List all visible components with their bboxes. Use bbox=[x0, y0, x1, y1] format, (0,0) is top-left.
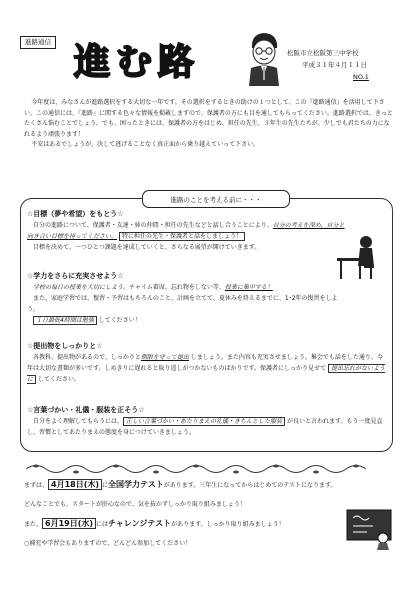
test-name: 全国学力テスト bbox=[108, 480, 164, 489]
school-name: 松阪市立松阪第三中学校 bbox=[287, 49, 359, 57]
newsletter-tag: 進路通信 bbox=[20, 36, 56, 49]
section-heading: ☆言葉づかい・礼儀・服装を正そう☆ bbox=[27, 406, 145, 414]
text: しましょう。また内容も充実させましょう。集会でも話をした通り、今年は大切な書類が多いです。しめきりに遅れると取り返しがつかないものばかりです。保護者にしっかり見せて bbox=[27, 354, 383, 372]
text: また、家庭学習では、復習・予習はもちろんのこと、計画を立てて、夏休みを終えるまでに、1･2年の復習をしよう。 bbox=[27, 295, 338, 313]
newsletter-title: 進む路 bbox=[74, 42, 201, 83]
text: が良いと言われます。もう一度見直し、習慣としてあたりまえの態度を身につけていきましょう。 bbox=[27, 418, 383, 436]
section-heading: ☆目標（夢や希望）をもとう☆ bbox=[27, 210, 124, 218]
schedule-notices bbox=[24, 480, 384, 558]
text: があります。三年生になってからはじめてのテストになります。 bbox=[163, 482, 337, 489]
advice-box-title: 進路のことを考える前に・・・ bbox=[142, 190, 290, 208]
text: また、 bbox=[24, 521, 43, 528]
section-manners bbox=[27, 404, 387, 438]
section-heading: ☆提出物をしっかりと☆ bbox=[27, 342, 103, 350]
emphasis: 学校の毎日の授業を大切にしよう。 bbox=[33, 284, 130, 291]
text: 自分をよく理解してもらうには、 bbox=[33, 418, 124, 425]
text: には bbox=[96, 521, 109, 528]
section-heading: ☆学力をさらに充実させよう☆ bbox=[27, 272, 124, 280]
boxed-text: １日最低4時間は勉強 bbox=[33, 316, 97, 325]
text: に bbox=[102, 482, 109, 489]
emphasis: 期限を守って提出 bbox=[140, 354, 189, 361]
boxed-text: 提出忘れがないように bbox=[27, 365, 385, 383]
emphasis: 自分の考えを深め、自分と向き合い目標を持ってください。 bbox=[27, 222, 345, 240]
intro-paragraph: 不安はあるでしょうが、決して逃げることなく真正面から乗り越えていって下さい。 bbox=[31, 141, 260, 149]
blackboard-illustration bbox=[345, 508, 393, 550]
vine-divider bbox=[26, 462, 366, 476]
text: チャイム着席、忘れ物をしない等、 bbox=[129, 284, 225, 291]
section-study bbox=[27, 270, 342, 326]
text: があります。しっかり取り組みましょう！ bbox=[171, 521, 285, 528]
text: してください。 bbox=[37, 376, 80, 383]
intro-paragraph: 今年度は、みなさんが進路選択をする大切な一年です。その選択をするときの助けの１つとして、この『進路通信』を活用して下さい。この通信には、『進路』に関する色々な情報を掲載しますので、保護者の方にも目を通してもらってください。進路選択では、きっとたくさん悩むことでしょう。でも、困ったときには、保護者の方をはじめ、担任の先生、３年生の先生たちが、少しでも君たちの力になれるよう頑張ります！ bbox=[24, 99, 393, 138]
test-date: 4月18日(木) bbox=[48, 479, 102, 490]
teacher-illustration bbox=[243, 30, 285, 86]
test-date: 6月19日(水) bbox=[42, 518, 96, 529]
boxed-text: 正しい言葉づかい・あたりまえの礼儀・きちんとした服装 bbox=[123, 417, 285, 426]
issue-date: 平成３１年４月１１日 bbox=[302, 61, 367, 69]
section-goal bbox=[27, 208, 387, 253]
section-submission bbox=[27, 340, 387, 385]
text: 自分の進路について、保護者・友達・姉の仲間・担任の先生などと話し合うことにより、 bbox=[33, 222, 273, 229]
intro-text bbox=[24, 98, 394, 151]
test-name: チャレンジテスト bbox=[108, 519, 172, 528]
emphasis: 授業に集中する！ bbox=[224, 284, 273, 291]
text: ○補充や学習会もありますので、どんどん参加してください！ bbox=[24, 540, 192, 547]
text: 目標を決めて、一つひとつ課題を達成していくと、さらなる展望が開けていきます。 bbox=[33, 244, 261, 251]
issue-number: NO.1 bbox=[353, 73, 369, 81]
text: してください！ bbox=[98, 317, 141, 324]
text: まずは、 bbox=[24, 482, 49, 489]
boxed-text: 特に担任の先生・保護者と話をしましょう！ bbox=[119, 232, 245, 241]
text: 各教科、提出物があるので、しっかりと bbox=[33, 354, 141, 361]
text: どんなことでも、スタートが肝心なので、気を抜かずしっかり取り組みましょう！ bbox=[24, 501, 246, 508]
